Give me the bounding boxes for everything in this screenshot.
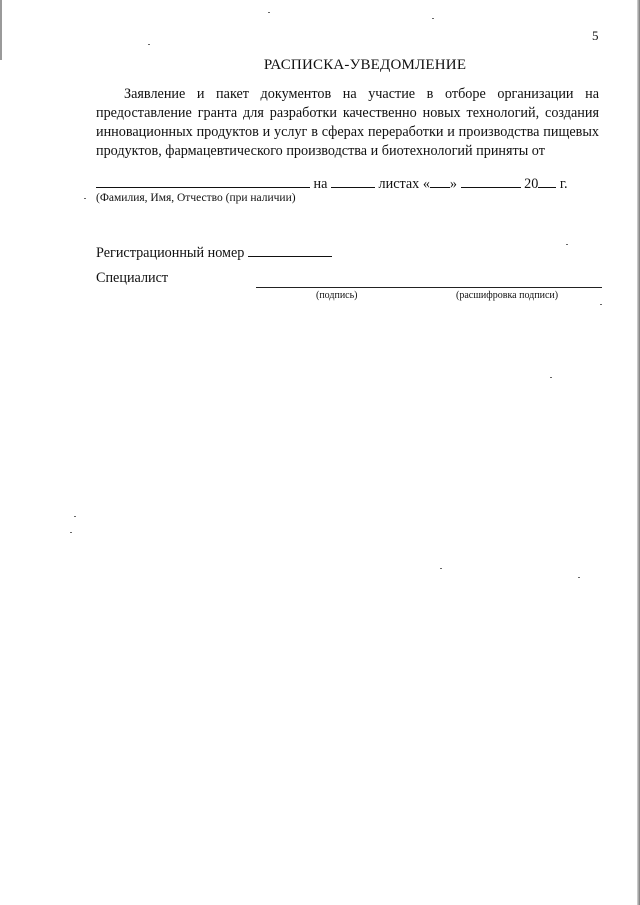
applicant-line (96, 174, 606, 194)
word-sheets: листах (378, 176, 420, 192)
scan-speck (74, 516, 76, 517)
page-number: 5 (592, 28, 599, 43)
scan-speck (578, 577, 580, 578)
scan-edge-left (0, 0, 2, 60)
word-on: на (313, 176, 328, 192)
scan-speck (600, 304, 602, 305)
scan-speck (84, 198, 86, 199)
fio-caption: (Фамилия, Имя, Отчество (при наличии) (96, 192, 296, 204)
scan-speck (550, 377, 552, 378)
year-suffix: г. (559, 176, 568, 192)
month-blank[interactable] (461, 174, 521, 188)
registration-label: Регистрационный номер (96, 245, 245, 261)
registration-number-blank[interactable] (248, 243, 332, 257)
applicant-name-blank[interactable] (96, 174, 310, 188)
year-blank[interactable] (538, 174, 556, 188)
decoding-caption: (расшифровка подписи) (456, 290, 559, 301)
signature-caption: (подпись) (316, 290, 358, 301)
scan-speck (70, 532, 72, 533)
scan-speck (148, 44, 150, 45)
year-prefix: 20 (524, 176, 539, 192)
document-title: РАСПИСКА-УВЕДОМЛЕНИЕ (263, 57, 467, 73)
quote-close: » (449, 176, 457, 192)
specialist-label: Специалист (96, 270, 169, 286)
scan-speck (440, 568, 442, 569)
day-blank[interactable] (430, 174, 450, 188)
sheets-count-blank[interactable] (331, 174, 375, 188)
signature-line[interactable] (256, 287, 602, 288)
scan-speck (268, 12, 270, 13)
scan-speck (432, 18, 434, 19)
scan-speck (566, 244, 568, 245)
body-paragraph: Заявление и пакет документов на участие в отборе организации на предоставление гранта для разработки качественно новых технологий, создания инновационных продуктов и услуг в сферах переработки и производства пищевых продуктов, фармацевтического производства и биотехнологий приняты от (96, 86, 599, 159)
registration-row (96, 243, 332, 262)
quote-open: « (422, 176, 430, 192)
